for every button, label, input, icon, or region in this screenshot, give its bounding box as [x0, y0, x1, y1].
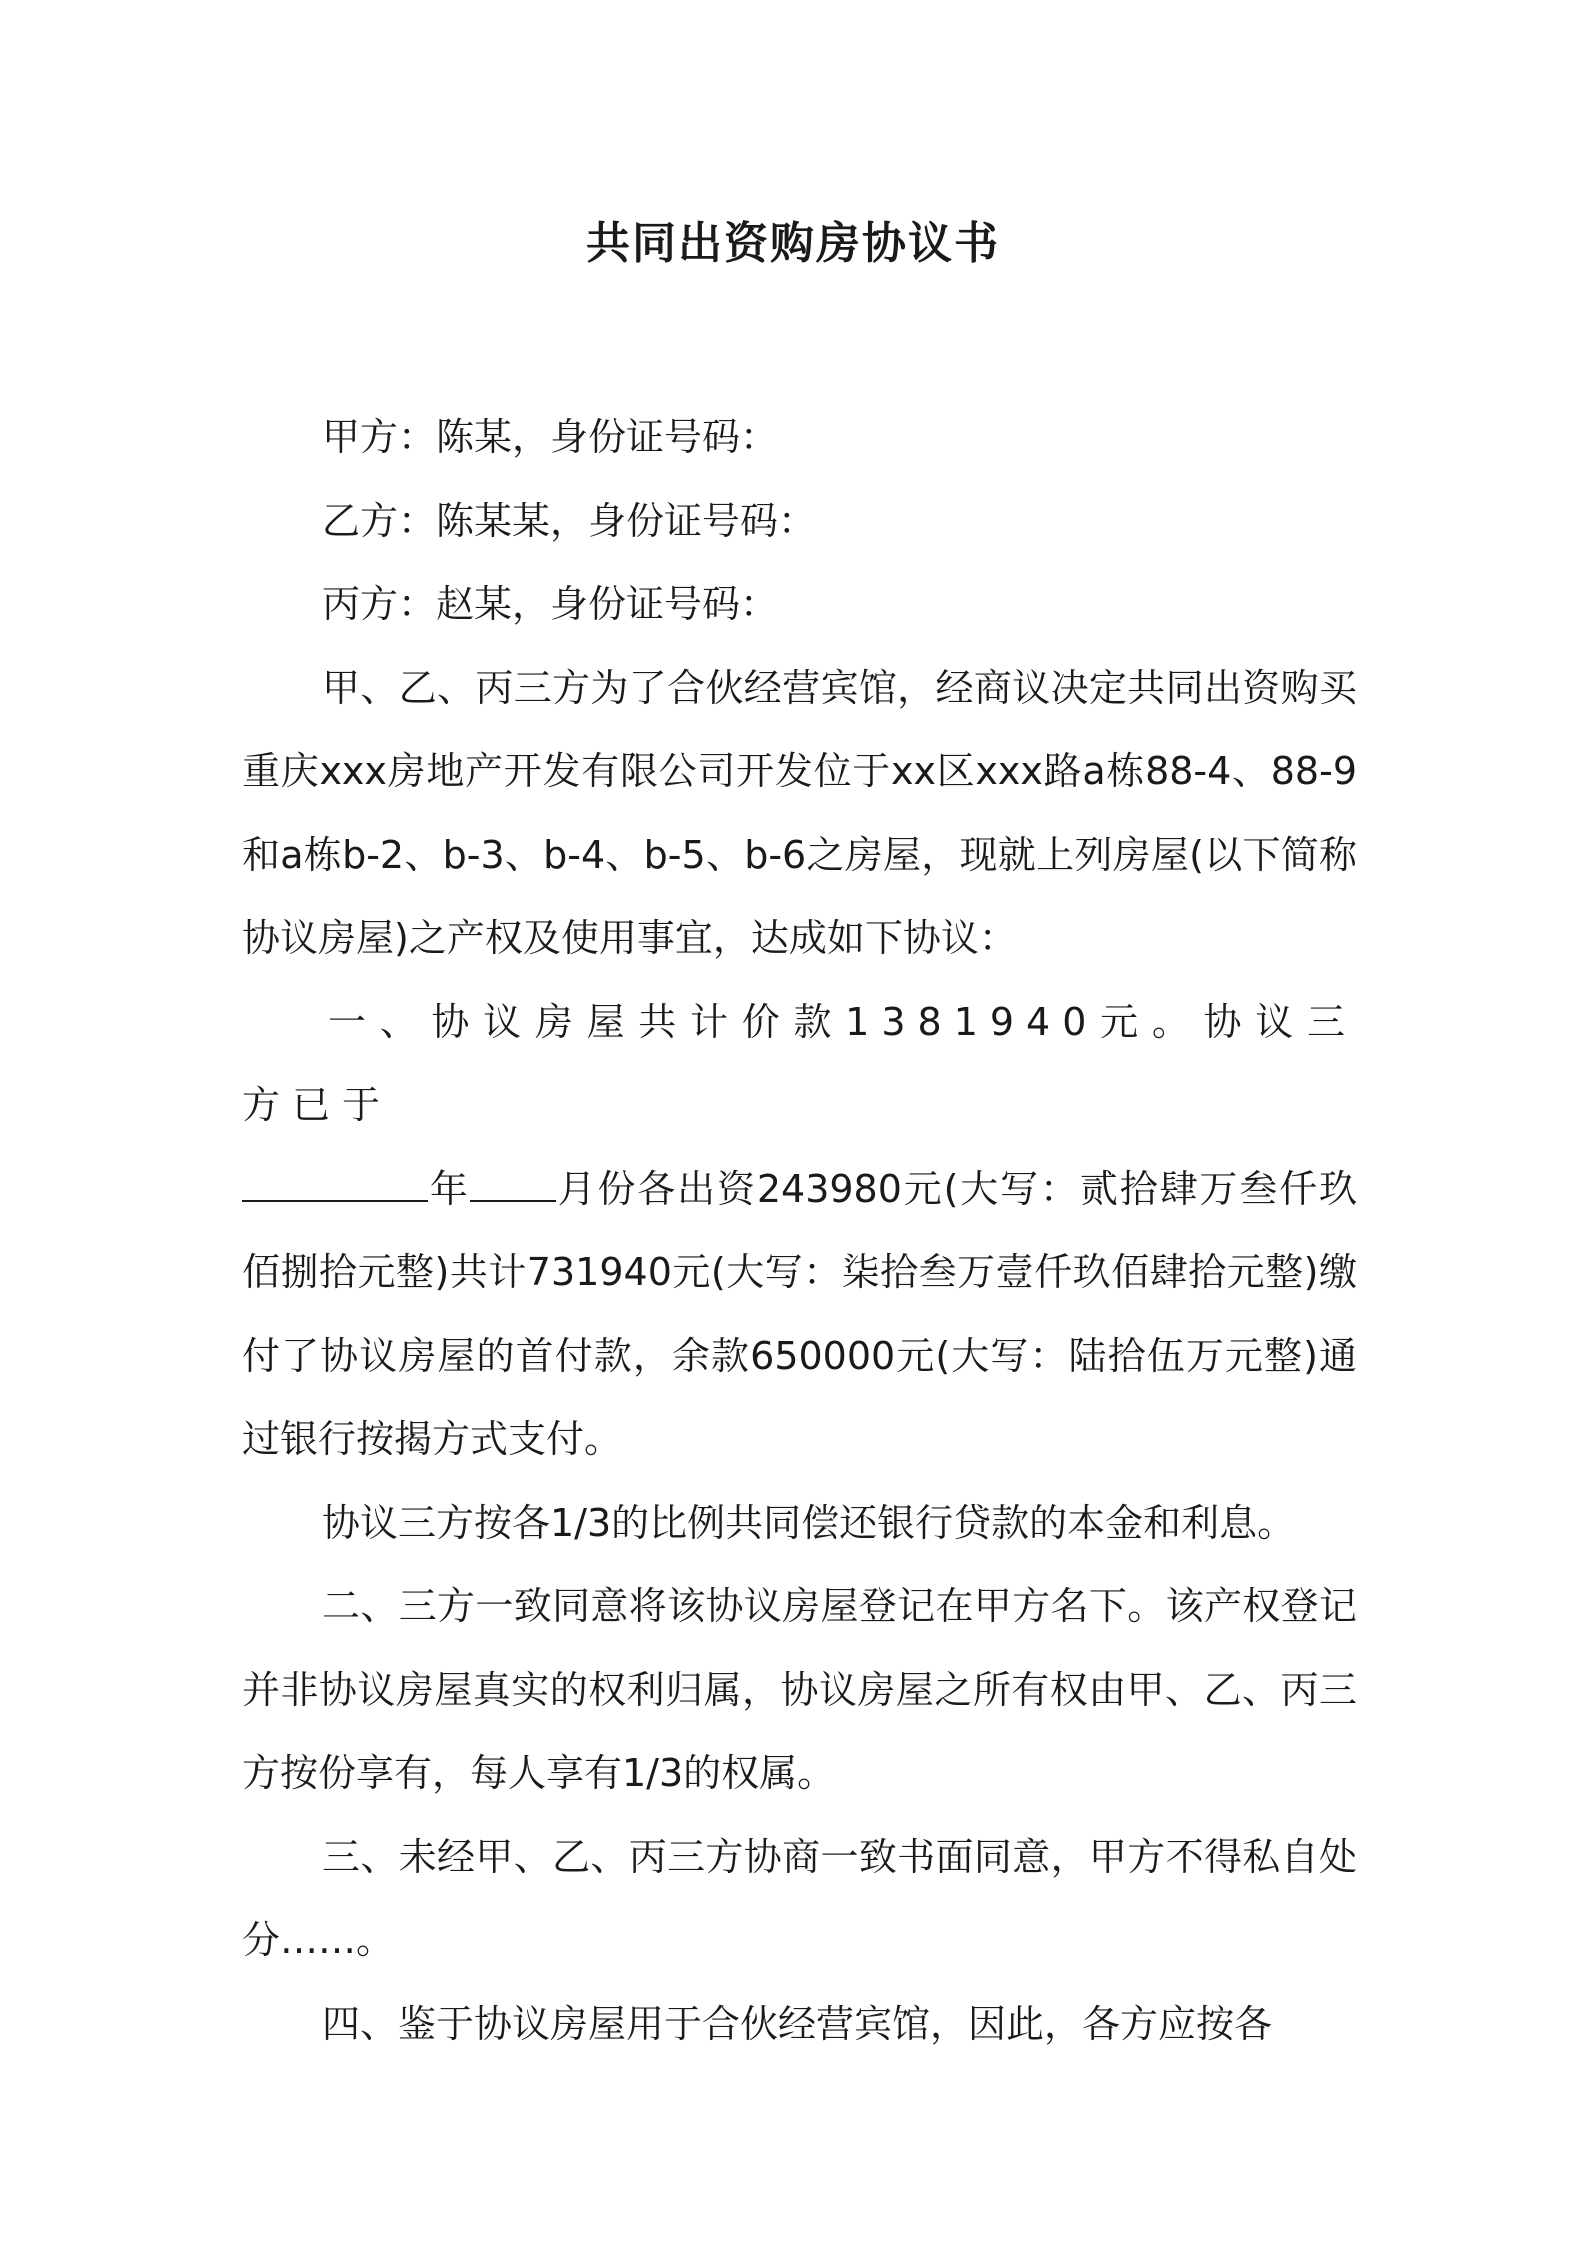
- clause-1-text: 月份各出资243980元(大写：贰拾肆万叁仟玖佰捌拾元整)共计731940元(大写：柒拾叁万壹仟玖佰肆拾元整)缴付了协议房屋的首付款，余款650000元(大写：陆拾伍万元整)通过银行按揭方式支付。: [242, 1166, 1357, 1461]
- clause-3-paragraph: 三、未经甲、乙、丙三方协商一致书面同意，甲方不得私自处分……。: [242, 1834, 1357, 1962]
- clause-1-paragraph: [242, 981, 1357, 1482]
- clause-4-paragraph: 四、鉴于协议房屋用于合伙经营宾馆，因此，各方应按各: [322, 2001, 1273, 2046]
- party-b-line: 乙方：陈某某，身份证号码：: [322, 498, 817, 543]
- year-blank: [242, 1170, 428, 1202]
- clause-1-note: 协议三方按各1/3的比例共同偿还银行贷款的本金和利息。: [322, 1500, 1296, 1545]
- preamble-paragraph: 甲、乙、丙三方为了合伙经营宾馆，经商议决定共同出资购买重庆xxx房地产开发有限公司开发位于xx区xxx路a栋88-4、88-9和a栋b-2、b-3、b-4、b-5、b-6之房屋，现就上列房屋(以下简称协议房屋)之产权及使用事宜，达成如下协议：: [242, 665, 1357, 960]
- party-a-line: 甲方：陈某，身份证号码：: [322, 415, 779, 459]
- document-body: [242, 396, 1357, 2066]
- clause-1-lead: 一、协议房屋共计价款1381940元。协议三方已于: [242, 999, 1357, 1127]
- clause-2-paragraph: 二、三方一致同意将该协议房屋登记在甲方名下。该产权登记并非协议房屋真实的权利归属，协议房屋之所有权由甲、乙、丙三方按份享有，每人享有1/3的权属。: [242, 1584, 1357, 1795]
- party-c-line: 丙方：赵某，身份证号码：: [322, 582, 779, 626]
- document-title: 共同出资购房协议书: [586, 218, 1000, 269]
- clause-1-year-label: 年: [428, 1166, 470, 1211]
- month-blank: [470, 1170, 556, 1202]
